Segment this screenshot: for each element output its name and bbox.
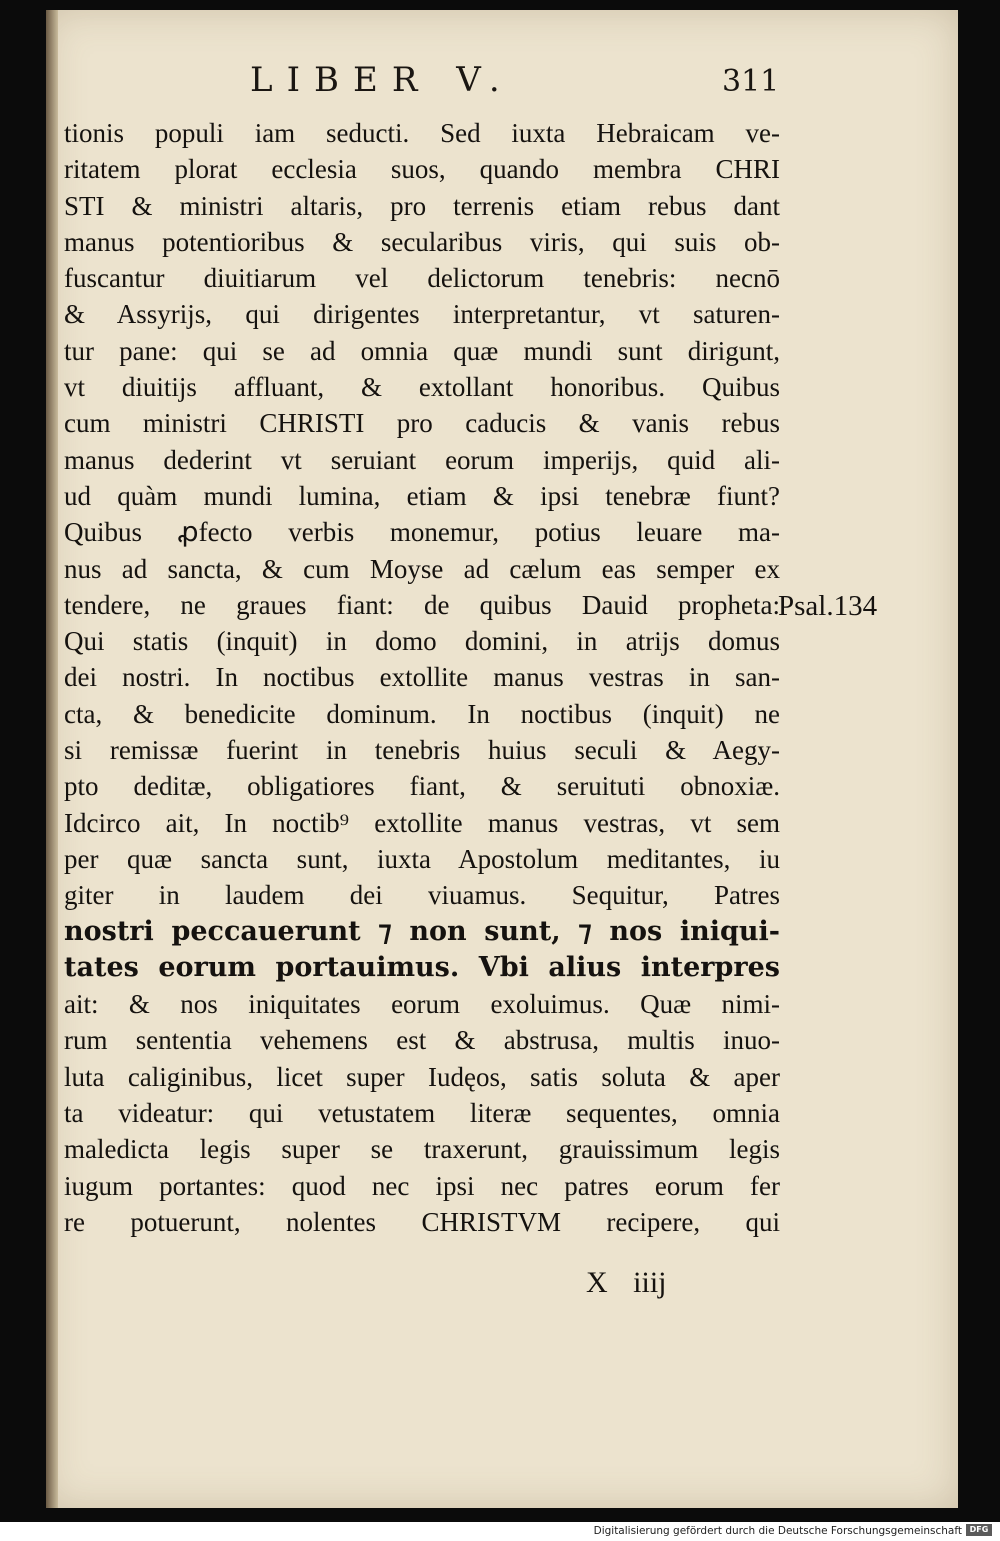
text-line: cta, & benedicite dominum. In noctibus (inquit) ne [64, 698, 780, 729]
text-line: tur pane: qui se ad omnia quæ mundi sunt dirigunt, [64, 335, 780, 366]
text-line: manus dederint vt seruiant eorum imperijs, quid ali- [64, 444, 780, 475]
text-line: luta caliginibus, licet super Iudęos, satis soluta & aper [64, 1061, 780, 1092]
text-line: fuscantur diuitiarum vel delictorum tenebris: necnō [64, 263, 780, 294]
signature-mark: X iiij [586, 1266, 667, 1299]
text-line: tionis populi iam seducti. Sed iuxta Hebraicam ve- [64, 118, 780, 148]
text-line: maledicta legis super se traxerunt, grauissimum legis [64, 1134, 780, 1165]
funding-credit: Digitalisierung gefördert durch die Deutsche Forschungsgemeinschaft [593, 1525, 962, 1537]
text-line: manus potentioribus & secularibus viris, qui suis ob- [64, 226, 780, 257]
text-line: si remissæ fuerint in tenebris huius seculi & Aegy- [64, 735, 780, 766]
text-line: ud quàm mundi lumina, etiam & ipsi tenebræ fiunt? [64, 480, 780, 511]
blackletter-line: tates eorum portauimus. Vbi alius interpres [64, 951, 780, 983]
text-line: cum ministri CHRISTI pro caducis & vanis rebus [64, 408, 780, 439]
text-line: iugum portantes: quod nec ipsi nec patres eorum fer [64, 1170, 780, 1201]
text-line: ait: & nos iniquitates eorum exoluimus. Quæ nimi- [64, 989, 780, 1020]
page-number: 311 [722, 64, 780, 99]
marginal-note: Psal.134 [778, 590, 878, 622]
text-line: Qui statis (inquit) in domo domini, in atrijs domus [64, 626, 780, 657]
text-line: Quibus ꝓfecto verbis monemur, potius leuare ma- [64, 517, 780, 548]
text-line: ta videatur: qui vetustatem literæ sequentes, omnia [64, 1098, 780, 1129]
text-line: dei nostri. In noctibus extollite manus vestras in san- [64, 662, 780, 693]
text-line: vt diuitijs affluant, & extollant honoribus. Quibus [64, 372, 780, 403]
text-line: tendere, ne graues fiant: de quibus Dauid propheta: [64, 589, 780, 620]
text-line: giter in laudem dei viuamus. Sequitur, Patres [64, 880, 780, 911]
text-line: re potuerunt, nolentes CHRISTVM recipere, qui [64, 1206, 780, 1237]
text-line: Idcirco ait, In noctib⁹ extollite manus vestras, vt sem [64, 807, 780, 838]
body-text [64, 115, 780, 1240]
text-line: ritatem plorat ecclesia suos, quando membra CHRI [64, 154, 780, 185]
text-line: nus ad sancta, & cum Moyse ad cælum eas semper ex [64, 553, 780, 584]
text-line: rum sententia vehemens est & abstrusa, multis inuo- [64, 1025, 780, 1056]
text-line: & Assyrijs, qui dirigentes interpretantur, vt saturen- [64, 299, 780, 330]
text-line: STI & ministri altaris, pro terrenis etiam rebus dant [64, 190, 780, 221]
text-line: per quæ sancta sunt, iuxta Apostolum meditantes, iu [64, 843, 780, 874]
page-gutter-edge [46, 10, 58, 1508]
running-head: LIBER V. [250, 60, 514, 100]
dfg-logo-icon: DFG [966, 1524, 992, 1536]
blackletter-line: nostri peccauerunt ⁊ non sunt, ⁊ nos iniqui- [64, 915, 780, 947]
text-line: pto deditæ, obligatiores fiant, & seruituti obnoxiæ. [64, 771, 780, 802]
